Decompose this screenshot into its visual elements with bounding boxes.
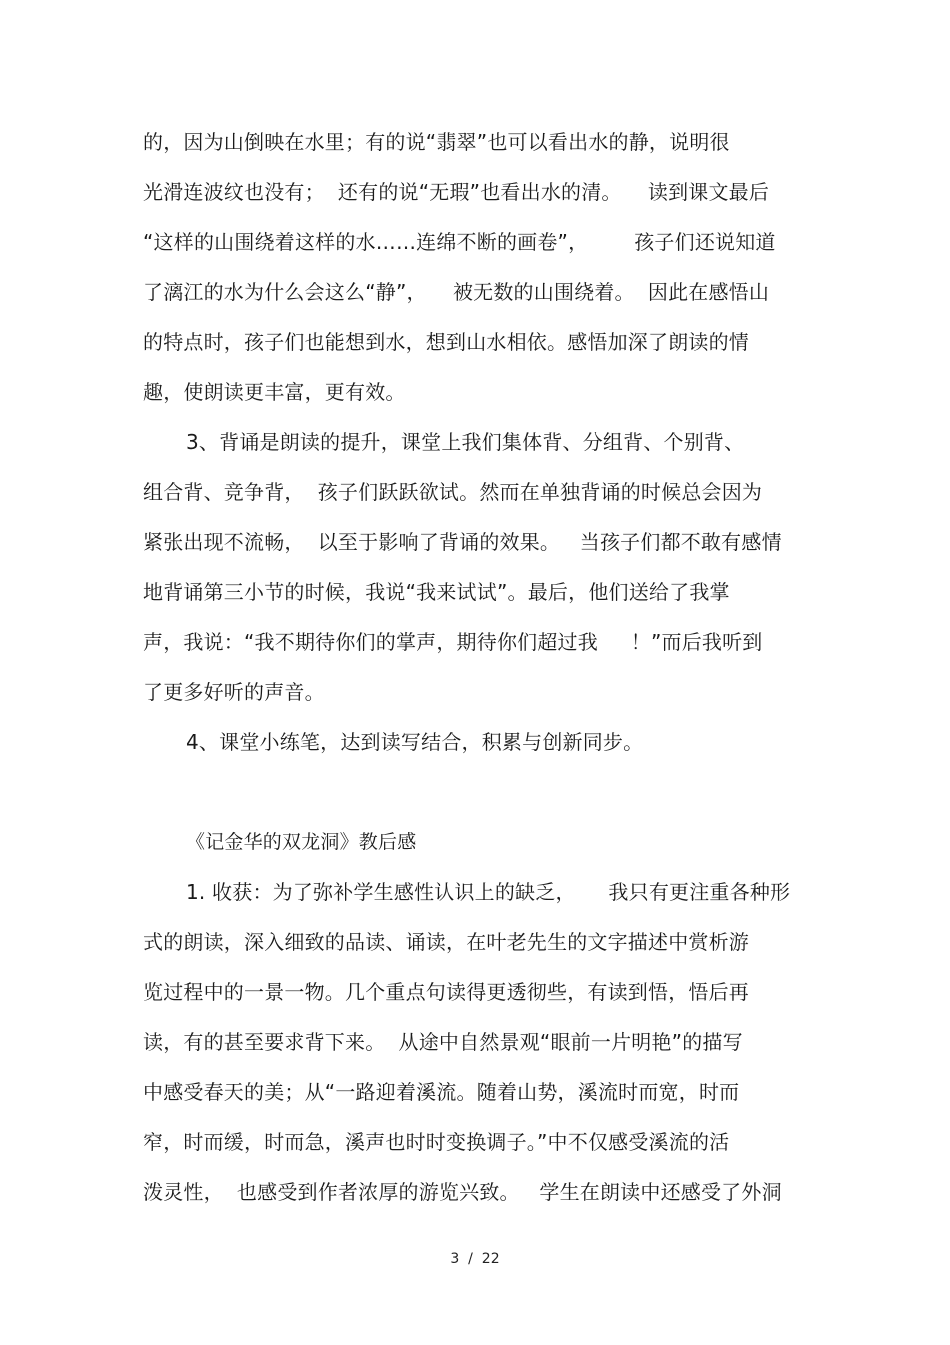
section-title: 《记金华的双龙洞》教后感 (186, 831, 417, 853)
paragraph-line: 式的朗读，深入细致的品读、诵读，在叶老先生的文字描述中赏析游 (143, 930, 749, 954)
paragraph-line: 3、背诵是朗读的提升，课堂上我们集体背、分组背、个别背、 (186, 430, 745, 454)
paragraph-line: 趣，使朗读更丰富，更有效。 (143, 380, 406, 404)
paragraph-line: “这样的山围绕着这样的水……连绵不断的画卷”， 孩子们还说知道 (143, 230, 776, 254)
paragraph-line: 的特点时，孩子们也能想到水，想到山水相依。感悟加深了朗读的情 (143, 330, 749, 354)
paragraph-line: 读，有的甚至要求背下来。 从途中自然景观“眼前一片明艳”的描写 (143, 1030, 743, 1054)
paragraph-line: 了漓江的水为什么会这么“静”， 被无数的山围绕着。 因此在感悟山 (143, 280, 770, 304)
paragraph-line: 紧张出现不流畅， 以至于影响了背诵的效果。 当孩子们都不敢有感情 (143, 530, 782, 554)
paragraph-line: 的，因为山倒映在水里；有的说“翡翠”也可以看出水的静，说明很 (143, 130, 730, 154)
paragraph-line: 了更多好听的声音。 (143, 680, 325, 704)
paragraph-line: 窄，时而缓，时而急，溪声也时时变换调子。”中不仅感受溪流的活 (143, 1130, 730, 1154)
page-number: 3 / 22 (450, 1251, 500, 1267)
paragraph-line: 组合背、竞争背， 孩子们跃跃欲试。然而在单独背诵的时候总会因为 (143, 480, 763, 504)
paragraph-line: 1. 收获：为了弥补学生感性认识上的缺乏， 我只有更注重各种形 (186, 880, 791, 904)
paragraph-line: 中感受春天的美；从“一路迎着溪流。随着山势，溪流时而宽，时而 (143, 1080, 740, 1104)
paragraph-line: 光滑连波纹也没有； 还有的说“无瑕”也看出水的清。 读到课文最后 (143, 180, 770, 204)
paragraph-line: 览过程中的一景一物。几个重点句读得更透彻些，有读到悟，悟后再 (143, 980, 749, 1004)
paragraph-line: 声，我说：“我不期待你们的掌声，期待你们超过我 ！”而后我听到 (143, 630, 763, 654)
paragraph-line: 地背诵第三小节的时候，我说“我来试试”。最后，他们送给了我掌 (143, 580, 730, 604)
paragraph-line: 4、课堂小练笔，达到读写结合，积累与创新同步。 (186, 730, 644, 754)
paragraph-line: 泼灵性， 也感受到作者浓厚的游览兴致。 学生在朗读中还感受了外洞 (143, 1180, 782, 1204)
